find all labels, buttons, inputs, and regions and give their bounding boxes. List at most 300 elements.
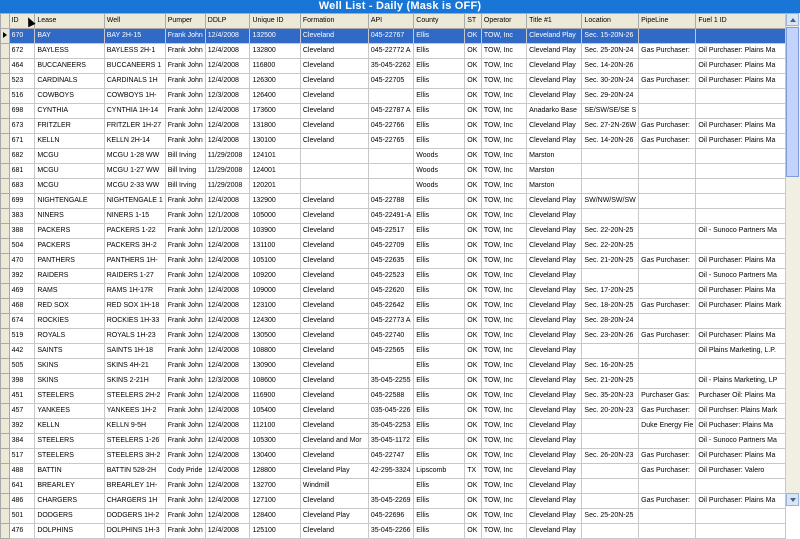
cell-pumper[interactable]: Frank John: [165, 59, 205, 74]
cell-pipeline[interactable]: Purchaser Gas:: [639, 389, 696, 404]
cell-well[interactable]: BAY 2H-15: [104, 29, 165, 44]
cell-formation[interactable]: Cleveland: [300, 404, 368, 419]
cell-api[interactable]: [368, 149, 413, 164]
cell-st[interactable]: OK: [465, 299, 482, 314]
cell-lease[interactable]: BUCCANEERS: [35, 59, 104, 74]
cell-fuel-1-id[interactable]: [696, 164, 786, 179]
row-selector[interactable]: [1, 434, 10, 449]
cell-st[interactable]: OK: [465, 344, 482, 359]
cell-pumper[interactable]: Frank John: [165, 284, 205, 299]
cell-unique-id[interactable]: 123100: [250, 299, 300, 314]
cell-api[interactable]: 35-045-2255: [368, 374, 413, 389]
cell-well[interactable]: RAIDERS 1-27: [104, 269, 165, 284]
cell-pipeline[interactable]: [639, 149, 696, 164]
cell-lease[interactable]: PACKERS: [35, 239, 104, 254]
cell-id[interactable]: 670: [9, 29, 35, 44]
cell-operator[interactable]: TOW, Inc: [481, 134, 526, 149]
cell-operator[interactable]: TOW, Inc: [481, 119, 526, 134]
cell-lease[interactable]: STEELERS: [35, 449, 104, 464]
cell-pumper[interactable]: Frank John: [165, 449, 205, 464]
cell-title-1[interactable]: Anadarko Base: [527, 104, 582, 119]
column-header-lease[interactable]: Lease: [35, 14, 104, 29]
row-selector[interactable]: [1, 209, 10, 224]
column-header-formation[interactable]: Formation: [300, 14, 368, 29]
table-row[interactable]: [1, 464, 786, 479]
cell-fuel-1-id[interactable]: Oil Purchaser: Plains Ma: [696, 119, 786, 134]
cell-operator[interactable]: TOW, Inc: [481, 44, 526, 59]
cell-ddlp[interactable]: 11/29/2008: [205, 149, 250, 164]
cell-pumper[interactable]: Frank John: [165, 494, 205, 509]
scroll-down-button[interactable]: [786, 493, 799, 506]
cell-fuel-1-id[interactable]: [696, 359, 786, 374]
cell-id[interactable]: 486: [9, 494, 35, 509]
cell-ddlp[interactable]: 12/4/2008: [205, 404, 250, 419]
cell-unique-id[interactable]: 105100: [250, 254, 300, 269]
table-row[interactable]: [1, 344, 786, 359]
cell-pumper[interactable]: Frank John: [165, 404, 205, 419]
cell-well[interactable]: STEELERS 1-26: [104, 434, 165, 449]
cell-pipeline[interactable]: [639, 509, 696, 524]
cell-well[interactable]: NIGHTENGALE 1: [104, 194, 165, 209]
cell-lease[interactable]: CYNTHIA: [35, 104, 104, 119]
cell-ddlp[interactable]: 12/4/2008: [205, 419, 250, 434]
cell-ddlp[interactable]: 12/4/2008: [205, 239, 250, 254]
row-selector[interactable]: [1, 494, 10, 509]
cell-well[interactable]: DODGERS 1H-2: [104, 509, 165, 524]
cell-county[interactable]: Lipscomb: [414, 464, 465, 479]
cell-id[interactable]: 501: [9, 509, 35, 524]
cell-api[interactable]: 045-22766: [368, 119, 413, 134]
cell-well[interactable]: ROCKIES 1H-33: [104, 314, 165, 329]
table-row[interactable]: [1, 89, 786, 104]
cell-formation[interactable]: Cleveland: [300, 299, 368, 314]
cell-lease[interactable]: STEELERS: [35, 434, 104, 449]
cell-county[interactable]: Ellis: [414, 374, 465, 389]
cell-ddlp[interactable]: 12/4/2008: [205, 119, 250, 134]
cell-location[interactable]: Sec. 14-20N-26: [582, 134, 639, 149]
cell-api[interactable]: 045-22767: [368, 29, 413, 44]
cell-operator[interactable]: TOW, Inc: [481, 179, 526, 194]
cell-fuel-1-id[interactable]: Oil - Sunoco Partners Ma: [696, 224, 786, 239]
table-row[interactable]: [1, 209, 786, 224]
cell-api[interactable]: 045-22740: [368, 329, 413, 344]
cell-lease[interactable]: ROYALS: [35, 329, 104, 344]
cell-id[interactable]: 519: [9, 329, 35, 344]
cell-ddlp[interactable]: 12/4/2008: [205, 464, 250, 479]
cell-title-1[interactable]: Cleveland Play: [527, 509, 582, 524]
row-selector[interactable]: [1, 269, 10, 284]
cell-fuel-1-id[interactable]: Oil Purchaser: Plains Ma: [696, 284, 786, 299]
cell-id[interactable]: 505: [9, 359, 35, 374]
cell-formation[interactable]: Cleveland: [300, 134, 368, 149]
cell-county[interactable]: Ellis: [414, 434, 465, 449]
cell-formation[interactable]: Cleveland: [300, 74, 368, 89]
cell-pumper[interactable]: Bill Irving: [165, 149, 205, 164]
cell-well[interactable]: COWBOYS 1H-: [104, 89, 165, 104]
cell-id[interactable]: 516: [9, 89, 35, 104]
cell-well[interactable]: SAINTS 1H-18: [104, 344, 165, 359]
cell-pipeline[interactable]: Gas Purchaser:: [639, 74, 696, 89]
cell-api[interactable]: 045-22491-A: [368, 209, 413, 224]
row-selector[interactable]: [1, 449, 10, 464]
cell-formation[interactable]: Cleveland: [300, 374, 368, 389]
cell-unique-id[interactable]: 116800: [250, 59, 300, 74]
cell-pumper[interactable]: Frank John: [165, 239, 205, 254]
cell-ddlp[interactable]: 12/4/2008: [205, 104, 250, 119]
cell-pipeline[interactable]: [639, 209, 696, 224]
cell-id[interactable]: 674: [9, 314, 35, 329]
cell-operator[interactable]: TOW, Inc: [481, 29, 526, 44]
cell-api[interactable]: 35-045-2266: [368, 524, 413, 539]
column-header-pumper[interactable]: Pumper: [165, 14, 205, 29]
cell-formation[interactable]: Cleveland: [300, 269, 368, 284]
cell-operator[interactable]: TOW, Inc: [481, 224, 526, 239]
cell-api[interactable]: 35-045-1172: [368, 434, 413, 449]
cell-pumper[interactable]: Frank John: [165, 44, 205, 59]
cell-formation[interactable]: Cleveland: [300, 389, 368, 404]
cell-well[interactable]: STEELERS 2H-2: [104, 389, 165, 404]
table-row[interactable]: [1, 254, 786, 269]
cell-title-1[interactable]: Marston: [527, 164, 582, 179]
cell-pumper[interactable]: Frank John: [165, 224, 205, 239]
cell-location[interactable]: [582, 494, 639, 509]
row-selector[interactable]: [1, 164, 10, 179]
row-selector[interactable]: [1, 509, 10, 524]
row-selector[interactable]: [1, 149, 10, 164]
cell-operator[interactable]: TOW, Inc: [481, 164, 526, 179]
row-selector[interactable]: [1, 179, 10, 194]
cell-fuel-1-id[interactable]: Oil Purchaser: Valero: [696, 464, 786, 479]
cell-location[interactable]: Sec. 26-20N-23: [582, 449, 639, 464]
row-selector[interactable]: [1, 299, 10, 314]
cell-formation[interactable]: Cleveland: [300, 359, 368, 374]
cell-operator[interactable]: TOW, Inc: [481, 464, 526, 479]
cell-api[interactable]: 035-045-226: [368, 404, 413, 419]
cell-pumper[interactable]: Frank John: [165, 434, 205, 449]
cell-api[interactable]: [368, 164, 413, 179]
cell-st[interactable]: OK: [465, 164, 482, 179]
cell-county[interactable]: Ellis: [414, 74, 465, 89]
cell-county[interactable]: Ellis: [414, 329, 465, 344]
cell-well[interactable]: ROYALS 1H-23: [104, 329, 165, 344]
cell-title-1[interactable]: Cleveland Play: [527, 74, 582, 89]
cell-operator[interactable]: TOW, Inc: [481, 299, 526, 314]
cell-id[interactable]: 383: [9, 209, 35, 224]
cell-operator[interactable]: TOW, Inc: [481, 74, 526, 89]
cell-id[interactable]: 384: [9, 434, 35, 449]
cell-location[interactable]: Sec. 23-20N-26: [582, 329, 639, 344]
cell-api[interactable]: 045-22773 A: [368, 314, 413, 329]
cell-location[interactable]: [582, 179, 639, 194]
cell-st[interactable]: OK: [465, 239, 482, 254]
cell-id[interactable]: 504: [9, 239, 35, 254]
cell-ddlp[interactable]: 12/4/2008: [205, 194, 250, 209]
cell-operator[interactable]: TOW, Inc: [481, 59, 526, 74]
cell-ddlp[interactable]: 12/4/2008: [205, 449, 250, 464]
cell-lease[interactable]: BREARLEY: [35, 479, 104, 494]
table-row[interactable]: [1, 224, 786, 239]
cell-ddlp[interactable]: 12/4/2008: [205, 74, 250, 89]
cell-operator[interactable]: TOW, Inc: [481, 254, 526, 269]
cell-pipeline[interactable]: Gas Purchaser:: [639, 449, 696, 464]
row-selector[interactable]: [1, 524, 10, 539]
cell-county[interactable]: Ellis: [414, 269, 465, 284]
cell-pipeline[interactable]: [639, 29, 696, 44]
cell-st[interactable]: OK: [465, 494, 482, 509]
cell-id[interactable]: 681: [9, 164, 35, 179]
cell-unique-id[interactable]: 105000: [250, 209, 300, 224]
cell-pipeline[interactable]: Gas Purchaser:: [639, 254, 696, 269]
cell-id[interactable]: 699: [9, 194, 35, 209]
cell-well[interactable]: BUCCANEERS 1: [104, 59, 165, 74]
cell-operator[interactable]: TOW, Inc: [481, 524, 526, 539]
cell-lease[interactable]: RAMS: [35, 284, 104, 299]
cell-api[interactable]: [368, 179, 413, 194]
cell-location[interactable]: Sec. 21-20N-25: [582, 254, 639, 269]
cell-location[interactable]: Sec. 16-20N-25: [582, 359, 639, 374]
row-selector[interactable]: [1, 404, 10, 419]
table-row[interactable]: [1, 179, 786, 194]
cell-well[interactable]: YANKEES 1H-2: [104, 404, 165, 419]
cell-fuel-1-id[interactable]: Oil - Sunoco Partners Ma: [696, 434, 786, 449]
cell-st[interactable]: OK: [465, 359, 482, 374]
cell-pipeline[interactable]: [639, 284, 696, 299]
cell-title-1[interactable]: Cleveland Play: [527, 299, 582, 314]
cell-fuel-1-id[interactable]: Oil Purchaser: Plains Ma: [696, 329, 786, 344]
scroll-thumb[interactable]: [786, 27, 799, 177]
cell-title-1[interactable]: Cleveland Play: [527, 329, 582, 344]
column-header-well[interactable]: Well: [104, 14, 165, 29]
column-header-st[interactable]: ST: [465, 14, 482, 29]
cell-ddlp[interactable]: 12/4/2008: [205, 59, 250, 74]
cell-ddlp[interactable]: 12/4/2008: [205, 254, 250, 269]
cell-formation[interactable]: Cleveland: [300, 419, 368, 434]
cell-lease[interactable]: KELLN: [35, 134, 104, 149]
cell-fuel-1-id[interactable]: [696, 179, 786, 194]
cell-api[interactable]: 045-22765: [368, 134, 413, 149]
cell-pumper[interactable]: Frank John: [165, 344, 205, 359]
cell-pipeline[interactable]: Gas Purchaser:: [639, 404, 696, 419]
cell-fuel-1-id[interactable]: Oil Purchaser: Plains Ma: [696, 134, 786, 149]
table-row[interactable]: [1, 314, 786, 329]
cell-api[interactable]: 35-045-2253: [368, 419, 413, 434]
row-selector[interactable]: [1, 464, 10, 479]
cell-location[interactable]: Sec. 28-20N-24: [582, 314, 639, 329]
cell-lease[interactable]: BAYLESS: [35, 44, 104, 59]
cell-well[interactable]: BAYLESS 2H-1: [104, 44, 165, 59]
cell-ddlp[interactable]: 12/4/2008: [205, 389, 250, 404]
cell-pumper[interactable]: Frank John: [165, 314, 205, 329]
cell-st[interactable]: OK: [465, 524, 482, 539]
cell-pipeline[interactable]: [639, 224, 696, 239]
cell-st[interactable]: OK: [465, 179, 482, 194]
cell-unique-id[interactable]: 112100: [250, 419, 300, 434]
cell-unique-id[interactable]: 124300: [250, 314, 300, 329]
cell-location[interactable]: Sec. 18-20N-25: [582, 299, 639, 314]
cell-operator[interactable]: TOW, Inc: [481, 89, 526, 104]
column-header-county[interactable]: County: [414, 14, 465, 29]
cell-api[interactable]: 045-22517: [368, 224, 413, 239]
cell-title-1[interactable]: Cleveland Play: [527, 194, 582, 209]
cell-operator[interactable]: TOW, Inc: [481, 344, 526, 359]
cell-fuel-1-id[interactable]: [696, 314, 786, 329]
cell-unique-id[interactable]: 132700: [250, 479, 300, 494]
cell-title-1[interactable]: Cleveland Play: [527, 419, 582, 434]
cell-well[interactable]: MCGU 1-27 WW: [104, 164, 165, 179]
cell-unique-id[interactable]: 105300: [250, 434, 300, 449]
cell-well[interactable]: FRITZLER 1H-27: [104, 119, 165, 134]
cell-lease[interactable]: BATTIN: [35, 464, 104, 479]
cell-fuel-1-id[interactable]: Oil - Sunoco Partners Ma: [696, 269, 786, 284]
cell-well[interactable]: BREARLEY 1H-: [104, 479, 165, 494]
cell-location[interactable]: [582, 269, 639, 284]
cell-pumper[interactable]: Frank John: [165, 89, 205, 104]
cell-formation[interactable]: Cleveland: [300, 104, 368, 119]
cell-fuel-1-id[interactable]: [696, 209, 786, 224]
cell-lease[interactable]: CARDINALS: [35, 74, 104, 89]
cell-id[interactable]: 682: [9, 149, 35, 164]
row-selector[interactable]: [1, 194, 10, 209]
cell-st[interactable]: OK: [465, 314, 482, 329]
cell-formation[interactable]: [300, 149, 368, 164]
cell-unique-id[interactable]: 126300: [250, 74, 300, 89]
cell-lease[interactable]: YANKEES: [35, 404, 104, 419]
cell-pumper[interactable]: Frank John: [165, 29, 205, 44]
cell-id[interactable]: 464: [9, 59, 35, 74]
cell-fuel-1-id[interactable]: Oil Purchaser: Plains Mark: [696, 299, 786, 314]
cell-unique-id[interactable]: 125100: [250, 524, 300, 539]
cell-pipeline[interactable]: [639, 194, 696, 209]
row-selector[interactable]: [1, 224, 10, 239]
cell-api[interactable]: 045-22788: [368, 194, 413, 209]
cell-pipeline[interactable]: [639, 164, 696, 179]
cell-well[interactable]: PANTHERS 1H-: [104, 254, 165, 269]
cell-ddlp[interactable]: 12/4/2008: [205, 509, 250, 524]
cell-well[interactable]: CYNTHIA 1H-14: [104, 104, 165, 119]
cell-st[interactable]: OK: [465, 479, 482, 494]
cell-title-1[interactable]: Cleveland Play: [527, 209, 582, 224]
cell-operator[interactable]: TOW, Inc: [481, 449, 526, 464]
cell-title-1[interactable]: Cleveland Play: [527, 389, 582, 404]
cell-county[interactable]: Ellis: [414, 449, 465, 464]
cell-ddlp[interactable]: 12/4/2008: [205, 299, 250, 314]
cell-unique-id[interactable]: 128800: [250, 464, 300, 479]
cell-fuel-1-id[interactable]: Oil Purchaser: Plains Ma: [696, 44, 786, 59]
cell-id[interactable]: 442: [9, 344, 35, 359]
cell-id[interactable]: 451: [9, 389, 35, 404]
cell-fuel-1-id[interactable]: [696, 104, 786, 119]
cell-ddlp[interactable]: 12/4/2008: [205, 44, 250, 59]
cell-lease[interactable]: RED SOX: [35, 299, 104, 314]
cell-lease[interactable]: PACKERS: [35, 224, 104, 239]
table-row[interactable]: [1, 164, 786, 179]
cell-title-1[interactable]: Cleveland Play: [527, 284, 582, 299]
cell-ddlp[interactable]: 12/4/2008: [205, 329, 250, 344]
cell-fuel-1-id[interactable]: Oil Puchaser: Plains Ma: [696, 419, 786, 434]
column-header-operator[interactable]: Operator: [481, 14, 526, 29]
cell-pumper[interactable]: Frank John: [165, 104, 205, 119]
cell-location[interactable]: [582, 464, 639, 479]
cell-title-1[interactable]: Cleveland Play: [527, 254, 582, 269]
cell-lease[interactable]: MCGU: [35, 179, 104, 194]
cell-well[interactable]: NINERS 1-15: [104, 209, 165, 224]
cell-pipeline[interactable]: Gas Purchaser:: [639, 464, 696, 479]
table-row[interactable]: [1, 434, 786, 449]
cell-title-1[interactable]: Marston: [527, 179, 582, 194]
cell-unique-id[interactable]: 105400: [250, 404, 300, 419]
cell-location[interactable]: [582, 524, 639, 539]
cell-st[interactable]: OK: [465, 329, 482, 344]
cell-id[interactable]: 392: [9, 269, 35, 284]
table-row[interactable]: [1, 389, 786, 404]
row-selector[interactable]: [1, 134, 10, 149]
cell-fuel-1-id[interactable]: [696, 194, 786, 209]
cell-st[interactable]: OK: [465, 509, 482, 524]
cell-county[interactable]: Woods: [414, 164, 465, 179]
cell-id[interactable]: 388: [9, 224, 35, 239]
cell-operator[interactable]: TOW, Inc: [481, 314, 526, 329]
cell-lease[interactable]: CHARGERS: [35, 494, 104, 509]
column-header-unique-id[interactable]: Unique ID: [250, 14, 300, 29]
cell-well[interactable]: DOLPHINS 1H-3: [104, 524, 165, 539]
cell-pipeline[interactable]: [639, 374, 696, 389]
cell-location[interactable]: Sec. 15-20N-26: [582, 29, 639, 44]
cell-api[interactable]: 045-22705: [368, 74, 413, 89]
cell-county[interactable]: Ellis: [414, 104, 465, 119]
cell-pumper[interactable]: Frank John: [165, 389, 205, 404]
cell-api[interactable]: 045-22565: [368, 344, 413, 359]
table-row[interactable]: [1, 239, 786, 254]
row-selector[interactable]: [1, 89, 10, 104]
cell-formation[interactable]: Cleveland and Mor: [300, 434, 368, 449]
cell-pumper[interactable]: Frank John: [165, 299, 205, 314]
cell-formation[interactable]: Cleveland: [300, 314, 368, 329]
cell-well[interactable]: KELLN 2H-14: [104, 134, 165, 149]
row-selector[interactable]: [1, 374, 10, 389]
cell-pipeline[interactable]: [639, 269, 696, 284]
table-row[interactable]: [1, 359, 786, 374]
cell-county[interactable]: Ellis: [414, 524, 465, 539]
cell-county[interactable]: Ellis: [414, 404, 465, 419]
cell-formation[interactable]: [300, 179, 368, 194]
column-header-location[interactable]: Location: [582, 14, 639, 29]
cell-api[interactable]: 045-22635: [368, 254, 413, 269]
row-selector[interactable]: [1, 59, 10, 74]
cell-operator[interactable]: TOW, Inc: [481, 494, 526, 509]
table-row[interactable]: [1, 284, 786, 299]
cell-well[interactable]: RAMS 1H-17R: [104, 284, 165, 299]
cell-operator[interactable]: TOW, Inc: [481, 149, 526, 164]
cell-formation[interactable]: [300, 164, 368, 179]
cell-county[interactable]: Ellis: [414, 299, 465, 314]
cell-fuel-1-id[interactable]: [696, 479, 786, 494]
cell-id[interactable]: 476: [9, 524, 35, 539]
column-header-fuel-1-id[interactable]: Fuel 1 ID: [696, 14, 786, 29]
cell-operator[interactable]: TOW, Inc: [481, 359, 526, 374]
cell-location[interactable]: Sec. 29-20N-24: [582, 89, 639, 104]
cell-lease[interactable]: KELLN: [35, 419, 104, 434]
cell-ddlp[interactable]: 12/4/2008: [205, 524, 250, 539]
cell-location[interactable]: [582, 209, 639, 224]
cell-st[interactable]: OK: [465, 434, 482, 449]
cell-county[interactable]: Ellis: [414, 29, 465, 44]
cell-operator[interactable]: TOW, Inc: [481, 389, 526, 404]
row-selector[interactable]: [1, 29, 10, 44]
cell-county[interactable]: Ellis: [414, 89, 465, 104]
column-header-pipeline[interactable]: PipeLine: [639, 14, 696, 29]
cell-formation[interactable]: Cleveland: [300, 449, 368, 464]
cell-county[interactable]: Ellis: [414, 44, 465, 59]
